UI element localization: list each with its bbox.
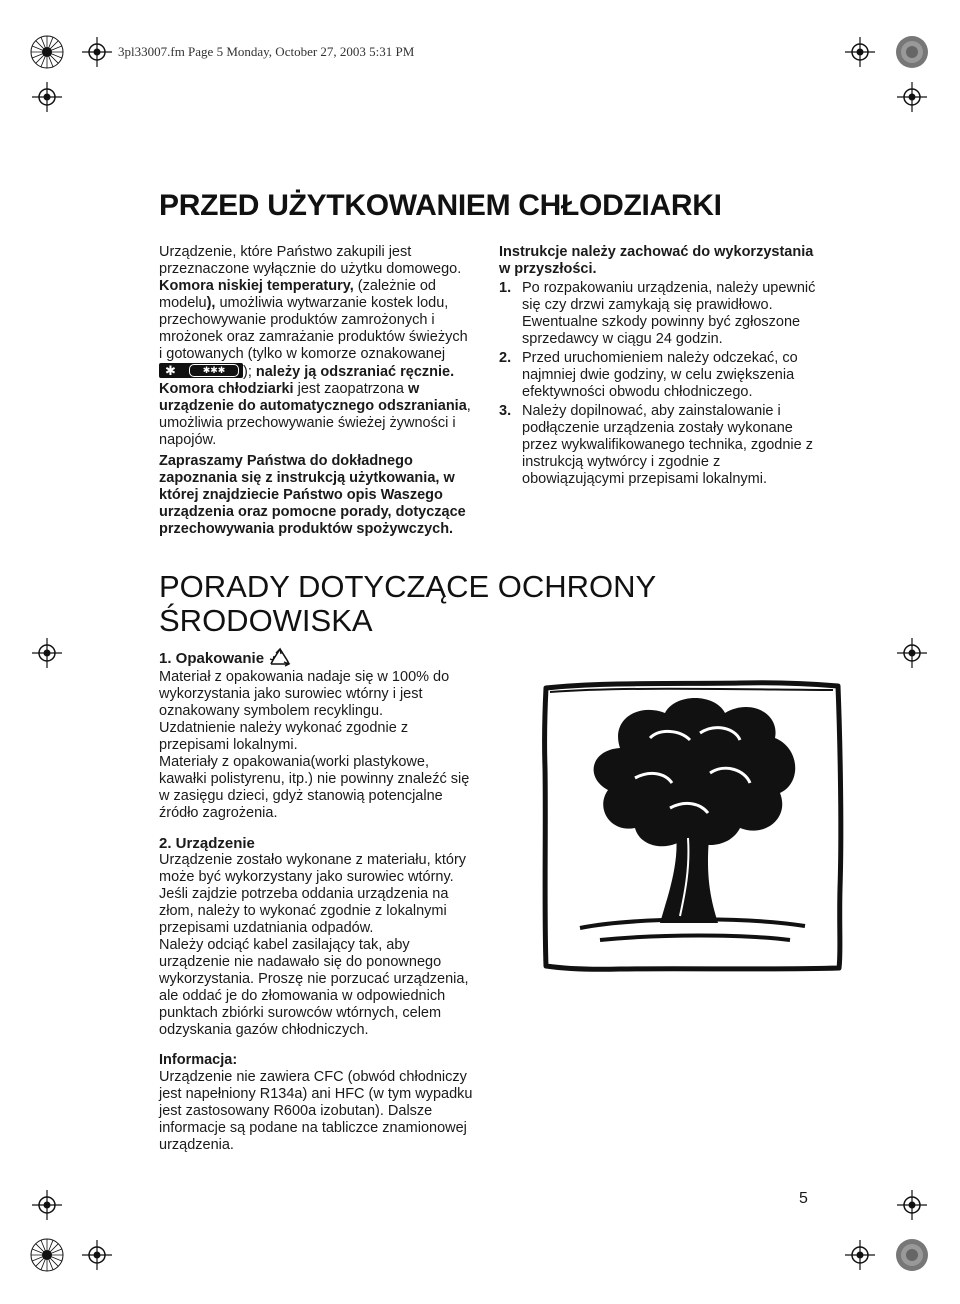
freezer-star-symbol-icon: ✱ ✱✱✱: [159, 363, 243, 378]
packaging-heading: 1. Opakowanie: [159, 650, 265, 667]
freezer-paragraph: Komora niskiej temperatury, (zależnie od modelu), umożliwia wytwarzanie kostek lodu, przechowywanie produktów zamrożonych i mrożonek oraz zamrażanie produktów świeżych i gotowanych (tylko w komorze oznakowanej ✱ ✱✱✱ ); należy ją odszraniać ręcznie. Komora chłodziarki jest zaopatrzona w urządzenie do automatycznego odszraniania, umożliwia przechowywanie świeżej żywności i napojów.: [159, 278, 471, 448]
environment-left-column: [159, 650, 479, 1154]
packaging-paragraph-1: Materiał z opakowania nadaje się w 100% do wykorzystania jako surowiec wtórny i jest oznakowany symbolem recyklingu.: [159, 669, 450, 719]
registration-mark-icon: [31, 36, 63, 68]
registration-mark-icon: [32, 82, 62, 112]
tree-illustration: [540, 678, 845, 973]
registration-mark-icon: [896, 1239, 928, 1271]
section-title: PRZED UŻYTKOWANIEM CHŁODZIARKI: [159, 189, 722, 222]
list-item: 3. Należy dopilnować, aby zainstalowanie i podłączenie urządzenia zostały wykonane przez wykwalifikowanego technika, zgodnie z instrukcją wytwórcy i zgodnie z obowiązującymi przepisami lokalnymi.: [499, 403, 813, 487]
packaging-paragraph-3: Materiały z opakowania(worki plastykowe, kawałki polistyrenu, itp.) nie powinny znaleźć się w zasięgu dzieci, gdyż stanowią potencjalne źródło zagrożenia.: [159, 754, 470, 821]
registration-mark-icon: [82, 37, 112, 67]
device-paragraph-2: Należy odciąć kabel zasilający tak, aby urządzenie nie nadawało się do ponownego wykorzystania. Proszę nie porzucać urządzenia, ale oddać je do złomowania w odpowiednich punktach zbiórki surowców wtórnych, celem odzyskania gazów chłodniczych.: [159, 937, 469, 1038]
registration-mark-icon: [897, 1190, 927, 1220]
packaging-paragraph-2: Uzdatnienie należy wykonać zgodnie z przepisami lokalnymi.: [159, 720, 409, 753]
intro-paragraph: Urządzenie, które Państwo zakupili jest przeznaczone wyłącznie do użytku domowego.: [159, 244, 462, 277]
list-item: 1. Po rozpakowaniu urządzenia, należy upewnić się czy drzwi zamykają się prawidłowo. Ewentualne szkody powinny być zgłoszone sprzedawcy w ciągu 24 godzin.: [499, 280, 816, 347]
registration-mark-icon: [897, 638, 927, 668]
registration-mark-icon: [897, 82, 927, 112]
registration-mark-icon: [32, 638, 62, 668]
environment-section-title: PORADY DOTYCZĄCE OCHRONY ŚRODOWISKA: [159, 569, 657, 638]
instructions-intro: Instrukcje należy zachować do wykorzystania w przyszłości.: [499, 244, 814, 277]
instructions-right-column: [499, 244, 819, 488]
intro-left-column: [159, 244, 474, 538]
registration-mark-icon: [845, 37, 875, 67]
recycle-icon: [267, 646, 293, 670]
device-paragraph-1: Urządzenie zostało wykonane z materiału, który może być wykorzystany jako surowiec wtórny. Jeśli zajdzie potrzeba oddania urządzenia na złom, należy to wykonać zgodnie z lokalnymi przepisami uzdatniania odpadów.: [159, 852, 467, 936]
registration-mark-icon: [31, 1239, 63, 1271]
invitation-paragraph: Zapraszamy Państwa do dokładnego zapoznania się z instrukcją użytkowania, w której znajdziecie Państwo opis Waszego urządzenia oraz pomocne porady, dotyczące przechowywania produktów spożywczych.: [159, 453, 466, 537]
registration-mark-icon: [82, 1240, 112, 1270]
page-number: 5: [799, 1190, 808, 1207]
info-paragraph: Urządzenie nie zawiera CFC (obwód chłodniczy jest napełniony R134a) ani HFC (w tym wypadku jest zastosowany R600a izobutan). Dalsze informacje są podane na tabliczce znamionowej urządzenia.: [159, 1069, 473, 1153]
registration-mark-icon: [845, 1240, 875, 1270]
device-heading: 2. Urządzenie: [159, 835, 255, 852]
info-heading: Informacja:: [159, 1052, 238, 1068]
registration-mark-icon: [896, 36, 928, 68]
list-item: 2. Przed uruchomieniem należy odczekać, co najmniej dwie godziny, w celu zwiększenia efektywności obwodu chłodniczego.: [499, 350, 798, 400]
header-line: 3pl33007.fm Page 5 Monday, October 27, 2003 5:31 PM: [118, 44, 415, 59]
registration-mark-icon: [32, 1190, 62, 1220]
